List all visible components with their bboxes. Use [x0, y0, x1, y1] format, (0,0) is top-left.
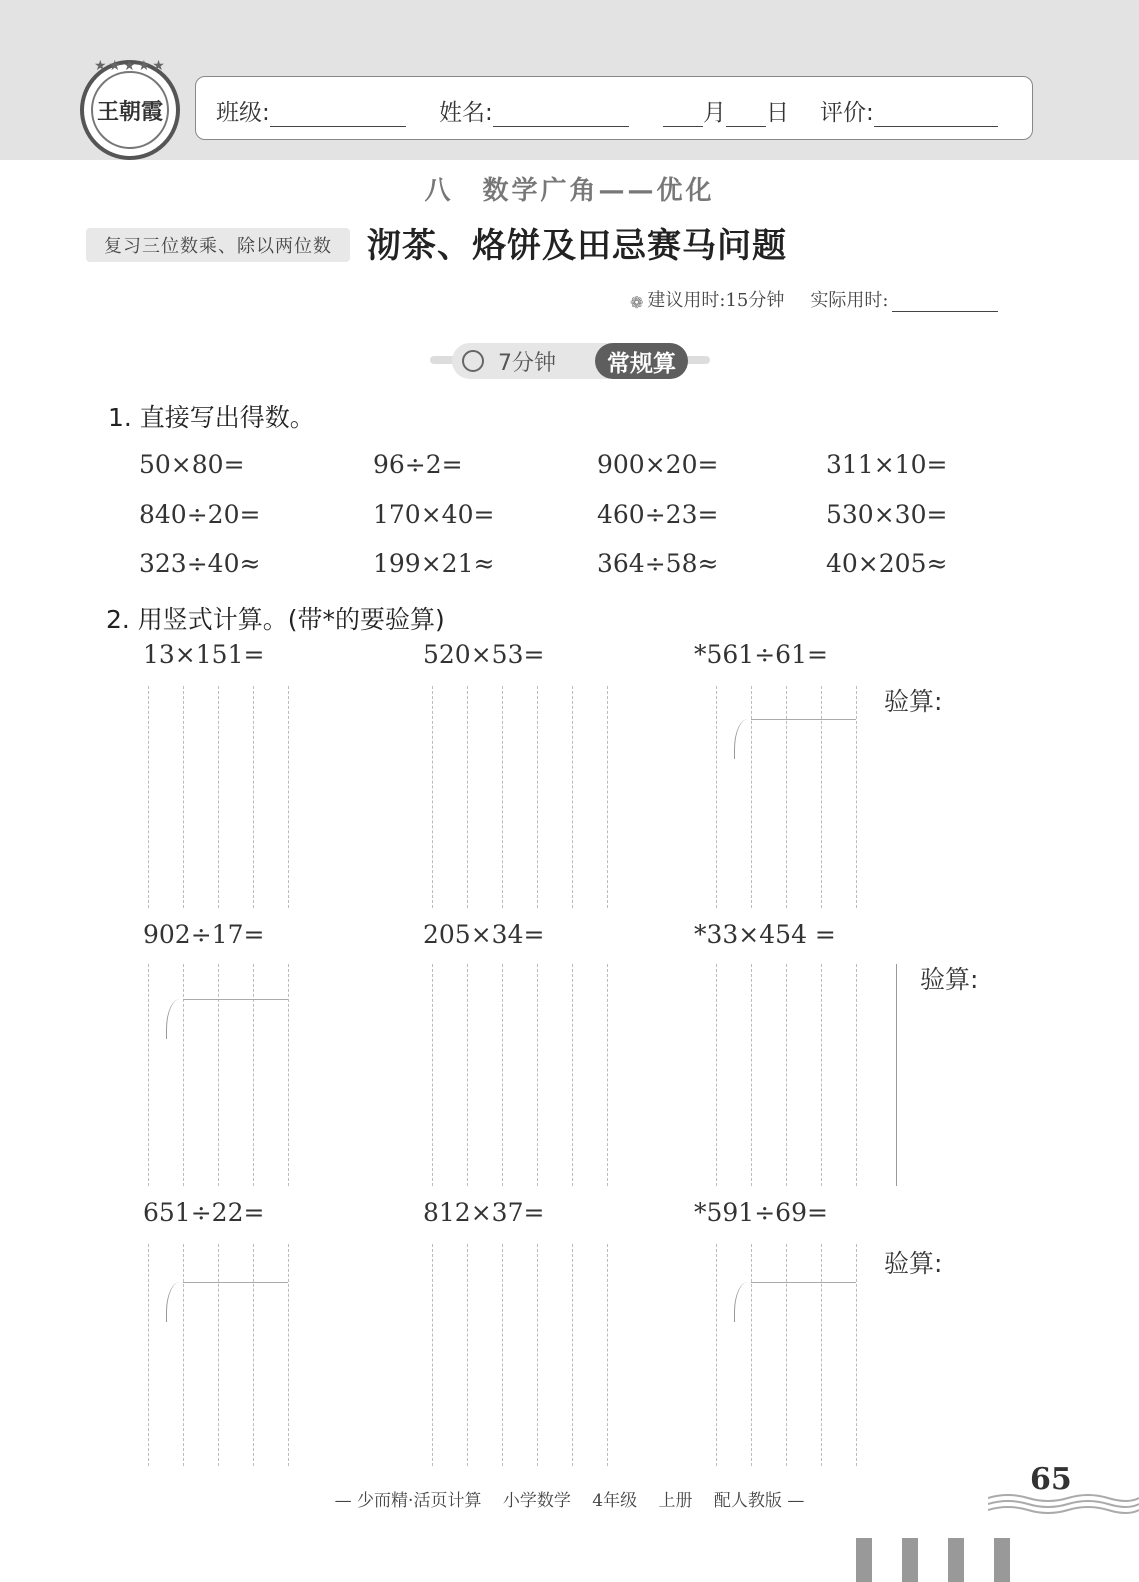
page-number: 65 [1030, 1462, 1072, 1497]
clock-icon [462, 350, 484, 372]
day-field[interactable] [726, 100, 766, 127]
check-label: 验算: [884, 687, 943, 716]
time-row [630, 286, 998, 312]
q2-item: 651÷22= [143, 1198, 265, 1227]
rating-label: 评价: [820, 100, 874, 126]
name-label: 姓名: [439, 100, 493, 126]
logo-text: 王朝霞 [91, 71, 169, 149]
q1-item: 96÷2= [373, 450, 463, 479]
publisher-logo [80, 60, 180, 160]
q1-item: 530×30= [826, 500, 948, 529]
footer-grade: 4年级 [592, 1491, 638, 1511]
q1-item: 199×21≈ [373, 549, 495, 578]
footer-edition: 配人教版 — [713, 1491, 805, 1511]
division-bracket [734, 719, 749, 759]
division-bracket [734, 1282, 749, 1322]
wave-decoration [988, 1492, 1139, 1516]
page-edge-bar [994, 1538, 1010, 1582]
badge-minutes: 7分钟 [498, 350, 556, 376]
vertical-calc-grid[interactable] [716, 1244, 860, 1466]
q2-item: 520×53= [423, 640, 545, 669]
footer [0, 1486, 1139, 1511]
q2-item: *591÷69= [694, 1198, 828, 1227]
q2-item: 13×151= [143, 640, 265, 669]
rating-field[interactable] [874, 100, 998, 127]
vertical-calc-grid[interactable] [148, 1244, 290, 1466]
page-title: 沏茶、烙饼及田忌赛马问题 [367, 226, 787, 266]
suggested-time: 建议用时:15分钟 [647, 290, 785, 311]
actual-time-label: 实际用时: [810, 290, 889, 311]
class-label: 班级: [216, 100, 270, 126]
q1-item: 900×20= [597, 450, 719, 479]
division-bar [751, 1282, 856, 1283]
day-label: 日 [766, 100, 789, 126]
vertical-calc-grid[interactable] [148, 686, 290, 908]
q1-item: 311×10= [826, 450, 948, 479]
division-bar [183, 1282, 288, 1283]
logo-stars: ★★★★★ [94, 58, 167, 74]
check-label: 验算: [920, 965, 979, 994]
division-bar [751, 719, 856, 720]
student-info-box [195, 76, 1033, 140]
q1-item: 364÷58≈ [597, 549, 719, 578]
month-label: 月 [703, 100, 726, 126]
check-label: 验算: [884, 1249, 943, 1278]
page-edge-bar [948, 1538, 964, 1582]
q2-item: *561÷61= [694, 640, 828, 669]
vertical-calc-grid[interactable] [716, 964, 860, 1186]
badge-label: 常规算 [595, 343, 688, 379]
section-tag: 复习三位数乘、除以两位数 [86, 228, 350, 262]
q2-item: 812×37= [423, 1198, 545, 1227]
vertical-calc-grid[interactable] [716, 686, 860, 908]
q1-item: 840÷20= [139, 500, 261, 529]
footer-series: — 少而精·活页计算 [334, 1491, 482, 1511]
q1-item: 460÷23= [597, 500, 719, 529]
division-bracket [166, 1282, 181, 1322]
q1-item: 40×205≈ [826, 549, 948, 578]
page-edge-bar [856, 1538, 872, 1582]
q1-item: 50×80= [139, 450, 245, 479]
month-field[interactable] [663, 100, 703, 127]
vertical-calc-grid[interactable] [148, 964, 290, 1186]
division-bracket [166, 999, 181, 1039]
vertical-calc-grid[interactable] [432, 686, 610, 908]
actual-time-field[interactable] [892, 291, 998, 312]
time-badge [452, 343, 688, 379]
q2-item: 902÷17= [143, 920, 265, 949]
unit-title: 八 数学广角——优化 [424, 176, 715, 206]
footer-subject: 小学数学 [502, 1491, 571, 1511]
division-bar [183, 999, 288, 1000]
class-field[interactable] [270, 100, 406, 127]
check-divider [896, 964, 897, 1186]
page-edge-bar [902, 1538, 918, 1582]
question-2-title: 2. 用竖式计算。(带*的要验算) [106, 605, 445, 634]
q1-item: 323÷40≈ [139, 549, 261, 578]
vertical-calc-grid[interactable] [432, 964, 610, 1186]
gear-icon: ❁ [630, 293, 644, 312]
q2-item: 205×34= [423, 920, 545, 949]
footer-volume: 上册 [658, 1491, 693, 1511]
q2-item: *33×454 = [694, 920, 836, 949]
vertical-calc-grid[interactable] [432, 1244, 610, 1466]
name-field[interactable] [493, 100, 629, 127]
question-1-title: 1. 直接写出得数。 [108, 403, 315, 432]
q1-item: 170×40= [373, 500, 495, 529]
